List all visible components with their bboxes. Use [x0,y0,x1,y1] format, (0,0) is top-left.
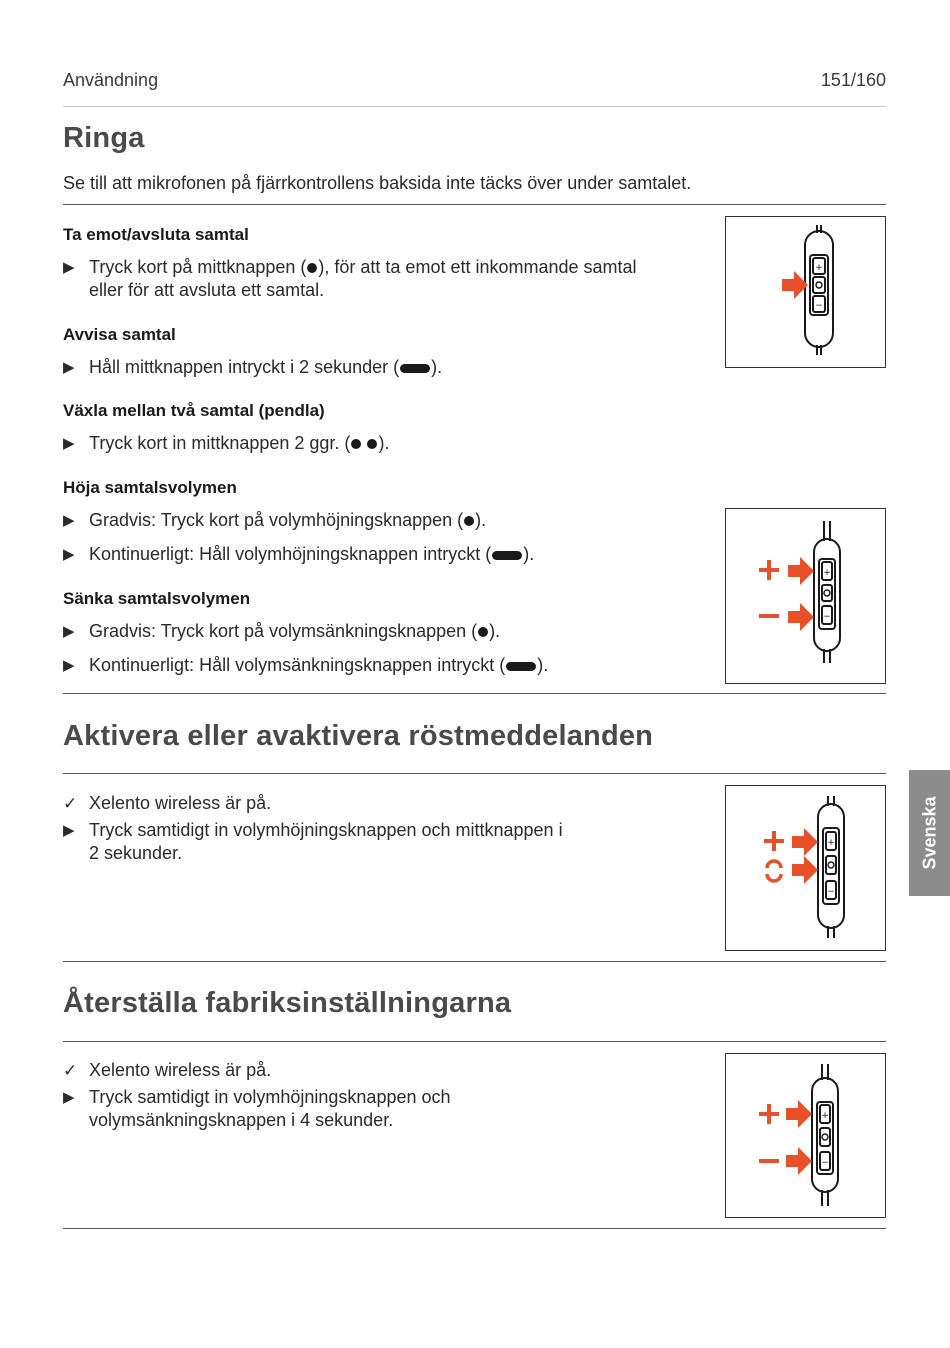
ringa-divider [63,204,886,205]
plus-icon [759,1104,779,1124]
header-section: Användning [63,70,159,90]
svg-text:−: − [823,612,831,622]
switch-text: Tryck kort in mittknappen 2 ggr. ( ). [89,433,390,453]
switch-heading: Växla mellan två samtal (pendla) [63,401,325,420]
remote-control-icon [726,786,885,950]
triangle-bullet-icon: ▶ [63,623,75,640]
ringa-intro: Se till att mikrofonen på fjärrkontrollens baksida inte täcks över under samtalet. [63,173,692,193]
dot-icon [464,516,474,526]
triangle-bullet-icon: ▶ [63,512,75,529]
voice-check-text: Xelento wireless är på. [89,793,272,813]
triangle-bullet-icon: ▶ [63,259,75,276]
reset-divider [63,1041,886,1042]
dot-icon [367,439,377,449]
reject-heading: Avvisa samtal [63,325,176,344]
voice-title: Aktivera eller avaktivera röstmeddelanden [63,720,654,752]
figure-answer-call [725,216,886,368]
triangle-bullet-icon: ▶ [63,657,75,674]
vol-down-heading: Sänka samtalsvolymen [63,589,251,608]
triangle-bullet-icon: ▶ [63,1089,75,1106]
remote-control-icon [726,1054,885,1217]
reset-title: Återställa fabriksinställningarna [63,987,512,1019]
triangle-bullet-icon: ▶ [63,359,75,376]
voice-divider [63,773,886,774]
arrow-right-icon [786,1100,812,1128]
vol-up-text-1: Gradvis: Tryck kort på volymhöjningsknappen ( ). [89,510,487,530]
figure-volume [725,508,886,684]
voice-step-text: Tryck samtidigt in volymhöjningsknappen och mittknappen i 2 sekunder. [89,820,563,863]
section-divider [63,693,886,694]
cycle-icon [767,861,781,881]
dot-icon [351,439,361,449]
vol-down-text-2: Kontinuerligt: Håll volymsänkningsknappen intryckt ( ). [89,655,549,675]
arrow-right-icon [788,557,814,585]
reset-check-text: Xelento wireless är på. [89,1060,272,1080]
vol-up-heading: Höja samtalsvolymen [63,478,237,497]
svg-text:−: − [827,887,835,897]
svg-text:+: + [823,568,831,578]
language-tab [909,770,950,896]
page-number: 151/160 [820,70,886,90]
remote-control-icon [726,509,885,683]
figure-voice-prompts [725,785,886,951]
arrow-right-icon [788,603,814,631]
arrow-right-icon [786,1147,812,1175]
section-divider [63,961,886,962]
header-divider [63,106,886,107]
checkmark-icon: ✓ [63,1061,78,1080]
triangle-bullet-icon: ▶ [63,435,75,452]
plus-icon [759,560,779,580]
bottom-divider [63,1228,886,1229]
language-tab-label: Svenska [919,796,939,870]
plus-icon [764,831,784,851]
pill-icon [400,364,430,373]
triangle-bullet-icon: ▶ [63,546,75,563]
svg-text:+: + [815,263,823,273]
svg-text:−: − [821,1158,829,1168]
pill-icon [506,662,536,671]
answer-heading: Ta emot/avsluta samtal [63,225,249,244]
arrow-right-icon [792,828,818,856]
svg-text:−: − [815,301,823,311]
svg-text:+: + [821,1111,829,1121]
pill-icon [492,551,522,560]
answer-text: Tryck kort på mittknappen ( ), för att ta emot ett inkommande samtal eller för att avsluta ett samtal. [89,257,637,300]
triangle-bullet-icon: ▶ [63,822,75,839]
checkmark-icon: ✓ [63,794,78,813]
svg-text:+: + [827,838,835,848]
dot-icon [478,627,488,637]
minus-icon [759,1159,779,1163]
figure-factory-reset [725,1053,886,1218]
reset-step-text: Tryck samtidigt in volymhöjningsknappen och volymsänkningsknappen i 4 sekunder. [89,1087,451,1130]
ringa-title: Ringa [63,122,145,154]
arrow-right-icon [792,856,818,884]
minus-icon [759,614,779,618]
vol-up-text-2: Kontinuerligt: Håll volymhöjningsknappen intryckt ( ). [89,544,535,564]
reject-text: Håll mittknappen intryckt i 2 sekunder ( ). [89,357,443,377]
dot-icon [307,263,317,273]
vol-down-text-1: Gradvis: Tryck kort på volymsänkningsknappen ( ). [89,621,501,641]
remote-control-icon [726,217,885,367]
